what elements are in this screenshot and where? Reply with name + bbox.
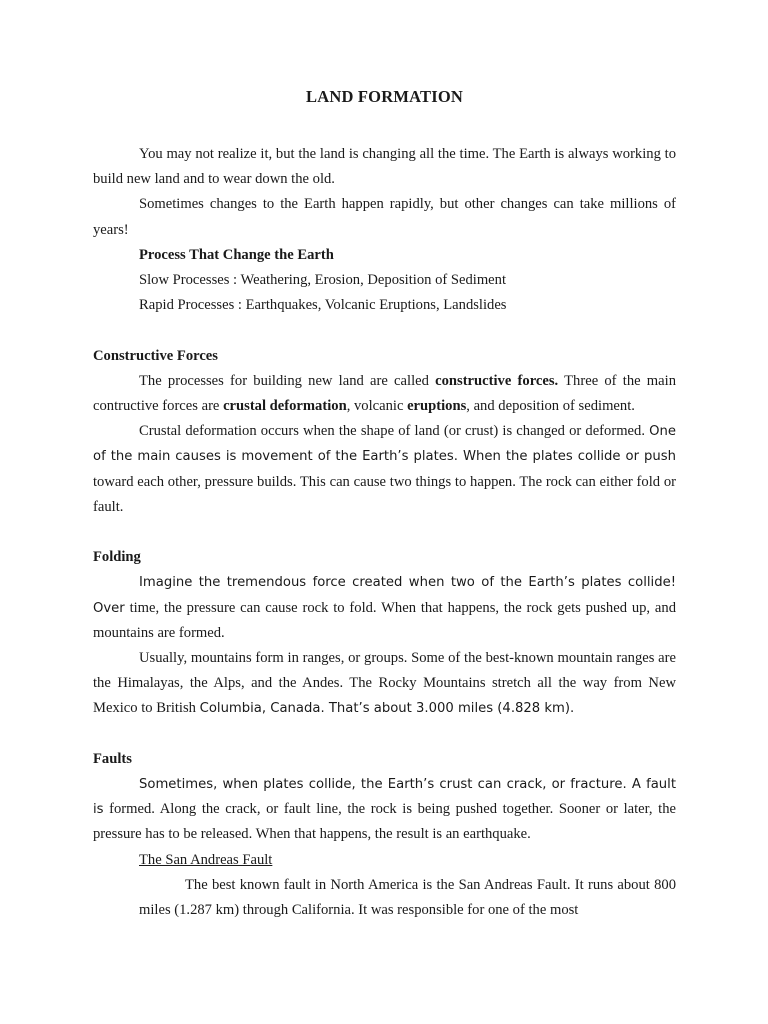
san-andreas-heading: The San Andreas Fault [139, 851, 273, 868]
intro-paragraph-2: Sometimes changes to the Earth happen rapidly, but other changes can take millions of years! [93, 196, 676, 238]
page-title: LAND FORMATION [306, 87, 463, 106]
spacer [93, 318, 676, 343]
folding-paragraph-2: Usually, mountains form in ranges, or groups. Some of the best-known mountain ranges are the Himalayas, the Alps, and the Andes. The Rocky Mountains stretch all the way from New Mexico to British Columbia, Canada. That’s about 3.000 miles (4.828 km). [93, 650, 676, 717]
intro-paragraph-1: You may not realize it, but the land is changing all the time. The Earth is always working to build new land and to wear down the old. [93, 146, 676, 188]
constructive-paragraph-1: The processes for building new land are called constructive forces. Three of the main contructive forces are crustal deformation, volcanic eruptions, and deposition of sediment. [93, 372, 676, 415]
folding-paragraph-1: Imagine the tremendous force created when two of the Earth’s plates collide! Over time, the pressure can cause rock to fold. When that happens, the rock gets pushed up, and mountains are formed. [93, 575, 676, 641]
spacer [93, 722, 676, 747]
san-andreas-paragraph: The best known fault in North America is the San Andreas Fault. It runs about 800 miles (1.287 km) through California. It was responsible for one of the most [139, 876, 676, 919]
constructive-paragraph-2: Crustal deformation occurs when the shape of land (or crust) is changed or deformed. One of the main causes is movement of the Earth’s plates. When the plates collide or push toward each other, pressure builds. This can cause two things to happen. The rock can either fold or fault. [93, 423, 676, 515]
document-body [93, 142, 676, 923]
section-heading-faults: Faults [93, 750, 132, 767]
section-heading-constructive: Constructive Forces [93, 347, 218, 364]
process-heading: Process That Change the Earth [139, 246, 334, 263]
slow-processes-line: Slow Processes : Weathering, Erosion, Deposition of Sediment [139, 272, 507, 289]
faults-paragraph-1: Sometimes, when plates collide, the Earth’s crust can crack, or fracture. A fault is formed. Along the crack, or fault line, the rock is being pushed together. Sooner or later, the pressure has to be released. When that happens, the result is an earthquake. [93, 777, 676, 843]
rapid-processes-line: Rapid Processes : Earthquakes, Volcanic Eruptions, Landslides [139, 297, 507, 314]
section-heading-folding: Folding [93, 549, 141, 566]
spacer [93, 520, 676, 545]
